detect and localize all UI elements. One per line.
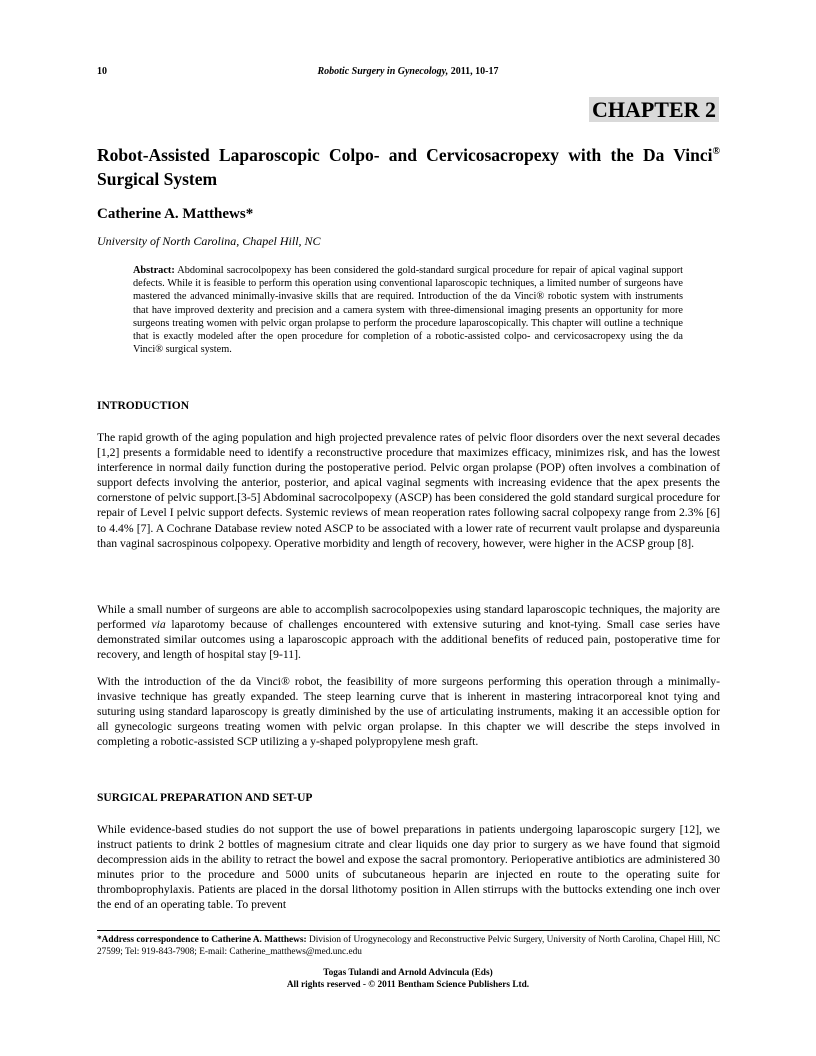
chapter-label: CHAPTER 2 <box>589 97 719 122</box>
author-affiliation: University of North Carolina, Chapel Hill, NC <box>97 234 321 248</box>
section-heading-introduction: INTRODUCTION <box>97 400 190 412</box>
intro-p2-part-b: laparotomy because of challenges encountered with extensive suturing and knot-tying. Small case series have demonstrated similar outcomes using a laparoscopic approach with the additional benefits of reduced pain, postoperative time for recovery, and length of hospital stay [9-11]. <box>97 618 720 662</box>
page-footer <box>0 968 816 991</box>
intro-p2-part-a: While a small number of surgeons are able to accomplish sacrocolpopexies using standard laparoscopic techniques, the majority are performed <box>97 603 720 632</box>
page-number: 10 <box>97 66 107 77</box>
footnote-text: Division of Urogynecology and Reconstructive Pelvic Surgery, University of North Carolina, Chapel Hill, NC 27599; Tel: 919-843-7908; E-mail: Catherine_matthews@med.unc.edu <box>97 935 720 957</box>
paper-title <box>97 140 720 191</box>
intro-paragraph-1: The rapid growth of the aging population and high projected prevalence rates of pelvic floor disorders over the next several decades [1,2] presents a formidable need to identify a reconstructive procedure that maximizes efficacy, minimizes risk, and has the lowest interference in normal daily function during the postoperative period. Pelvic organ prolapse (POP) often involves a combination of support defects involving the anterior, posterior, and apical vaginal segments with increasing evidence that the apex presents the cornerstone of pelvic support.[3-5] Abdominal sacrocolpopexy (ASCP) has been considered the gold standard surgical procedure for repair of Level I pelvic support defects. Systemic reviews of mean reoperation rates following sacral colpopexy range from 2.3% [6] to 4.4% [7]. A Cochrane Database review noted ASCP to be associated with a lower rate of recurrent vault prolapse and dyspareunia than vaginal sacrospinous colpopexy. Operative morbidity and length of recovery, however, were higher in the ACSP group [8]. <box>97 431 720 550</box>
footnote-label: *Address correspondence to Catherine A. Matthews: <box>97 935 307 945</box>
running-head <box>0 66 816 77</box>
journal-title: Robotic Surgery in Gynecology, <box>317 66 449 77</box>
registered-mark: ® <box>712 146 720 157</box>
abstract-label: Abstract: <box>133 265 175 276</box>
title-main: Robot-Assisted Laparoscopic Colpo- and Cervicosacropexy with the Da Vinci <box>97 144 713 165</box>
journal-issue: 2011, 10-17 <box>448 66 499 77</box>
intro-paragraph-3: With the introduction of the da Vinci® robot, the feasibility of more surgeons performing this operation through a minimally-invasive technique has greatly expanded. The steep learning curve that is inherent in mastering intracorporeal knot tying and suturing using standard laparoscopy is greatly diminished by the use of articulating instruments, making it an accessible option for all gynecologic surgeons treating women with pelvic organ prolapse. In this chapter we will describe the steps involved in completing a robotic-assisted SCP utilizing a y-shaped polypropylene mesh graft. <box>97 675 720 749</box>
title-tail: Surgical System <box>97 168 218 189</box>
footnote-divider <box>97 930 720 931</box>
section-heading-preparation: SURGICAL PREPARATION AND SET-UP <box>97 792 313 804</box>
intro-paragraph-2 <box>97 602 720 662</box>
abstract-text: Abdominal sacrocolpopexy has been considered the gold-standard surgical procedure for repair of apical vaginal support defects. While it is feasible to perform this operation using conventional laparoscopic techniques, a limited number of surgeons have mastered the advanced minimally-invasive skills that are required. Introduction of the da Vinci® robotic system with instruments that have improved dexterity and precision and a camera system with three-dimensional imaging presents an opportunity for more surgeons treating women with pelvic organ prolapse to perform the procedure laparoscopically. This chapter will outline a technique that is exactly modeled after the open procedure for completion of a robotic-assisted colpo- and cervicosacropexy using the da Vinci® surgical system. <box>133 265 683 356</box>
footer-rights: All rights reserved - © 2011 Bentham Science Publishers Ltd. <box>286 979 530 990</box>
preparation-paragraph-1: While evidence-based studies do not support the use of bowel preparations in patients undergoing laparoscopic surgery [12], we instruct patients to drink 2 bottles of magnesium citrate and clear liquids one day prior to surgery as we have found that sigmoid decompression aids in the ability to retract the bowel and expose the sacral promontory. Perioperative antibiotics are administered 30 minutes prior to the procedure and 5000 units of subcutaneous heparin are injected en route to the operating suite for thromboprophylaxis. Patients are placed in the dorsal lithotomy position in Allen stirrups with the buttocks extending one inch over the end of an operating table. To prevent <box>97 823 720 912</box>
author-name: Catherine A. Matthews* <box>97 206 254 222</box>
abstract <box>133 264 683 356</box>
correspondence-footnote <box>97 934 720 958</box>
footer-editors: Togas Tulandi and Arnold Advincula (Eds) <box>323 968 493 978</box>
intro-p2-via: via <box>151 618 166 632</box>
